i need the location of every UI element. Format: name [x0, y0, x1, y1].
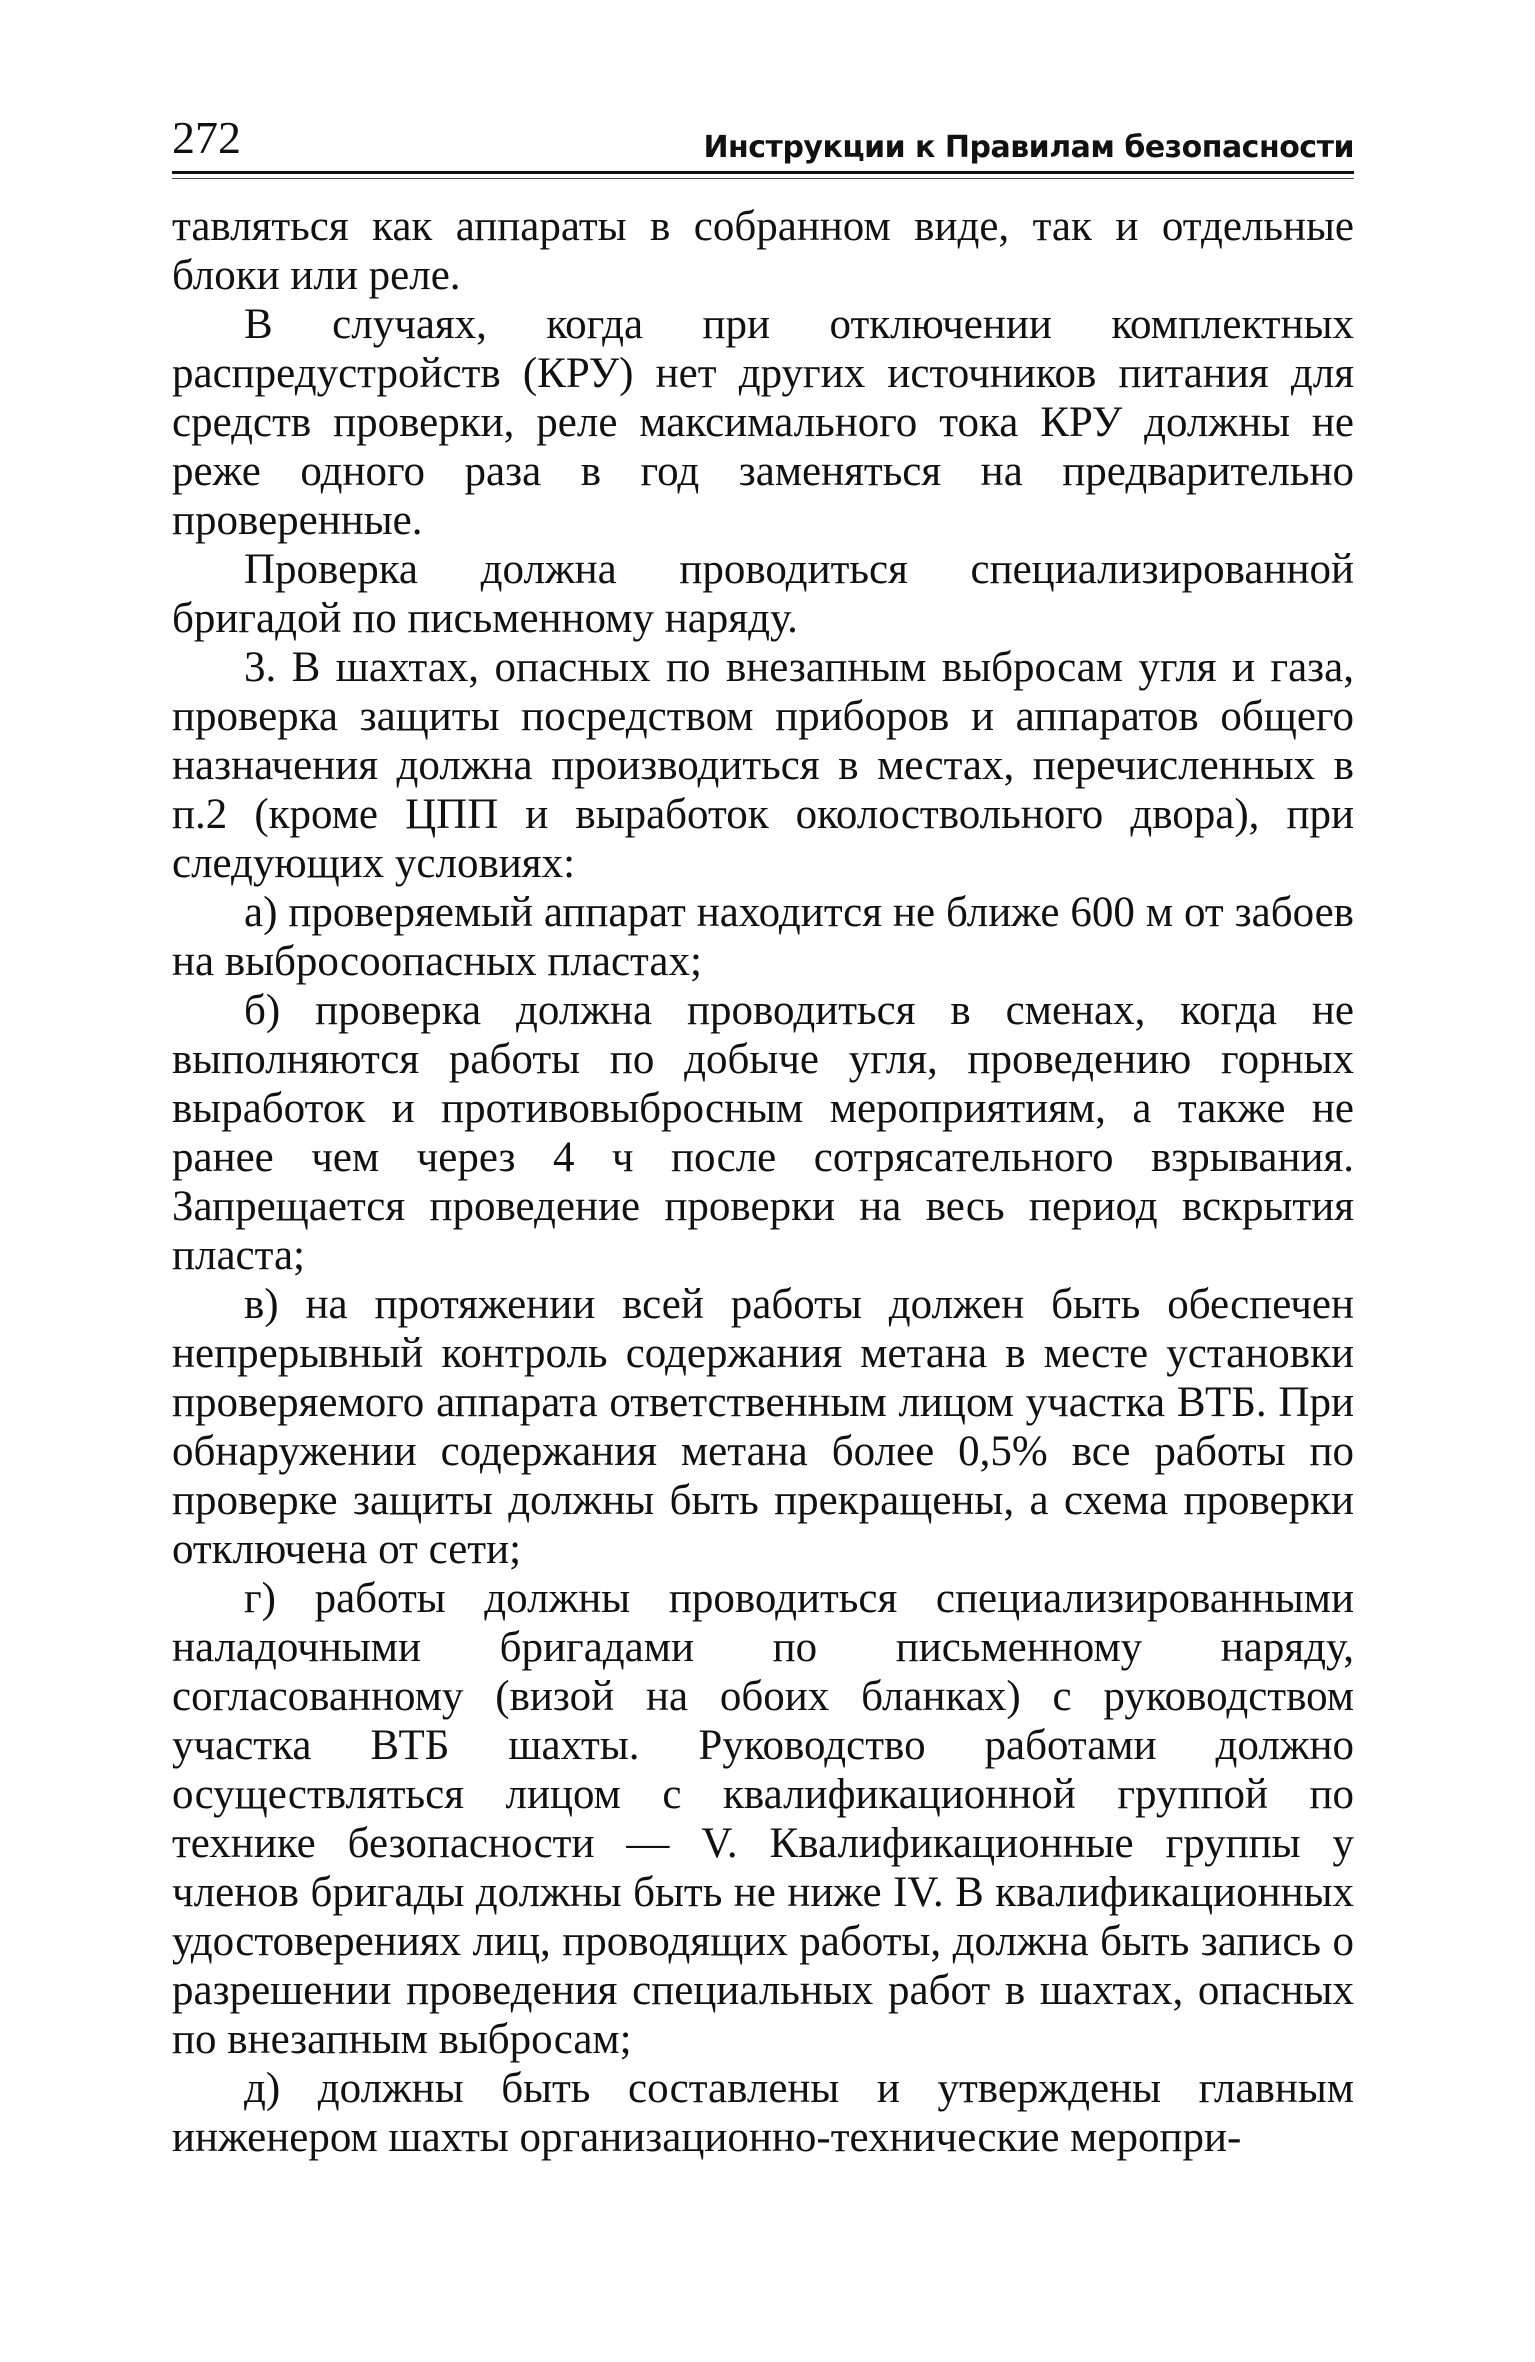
- paragraph-condition-d: д) должны быть составлены и утверждены главным инженером шахты организационно-технические меропри-: [172, 2065, 1354, 2161]
- page-header: [172, 108, 1354, 168]
- paragraph-condition-b: б) проверка должна проводиться в сменах, когда не выполняются работы по добыче угля, проведению горных выработок и противовыбросным мероприятиям, а также не ранее чем через 4 ч после сотрясательного взрывания. Запрещается проведение проверки на весь период вскрытия пласта;: [172, 987, 1354, 1279]
- header-rule-secondary: [172, 178, 1354, 179]
- paragraph-item-3: 3. В шахтах, опасных по внезапным выбросам угля и газа, проверка защиты посредством приборов и аппаратов общего назначения должна производиться в местах, перечисленных в п.2 (кроме ЦПП и выработок околоствольного двора), при следующих условиях:: [172, 644, 1354, 887]
- paragraph-continued: тавляться как аппараты в собранном виде, так и отдельные блоки или реле.: [172, 203, 1354, 299]
- paragraph-brigade: Проверка должна проводиться специализированной бригадой по письменному наряду.: [172, 546, 1354, 642]
- header-rule: [172, 171, 1354, 174]
- paragraph-condition-g: г) работы должны проводиться специализированными наладочными бригадами по письменному наряду, согласованному (визой на обоих бланках) с руководством участка ВТБ шахты. Руководство работами должно осуществляться лицом с квалификационной группой по технике безопасности — V. Квалификационные группы у членов бригады должны быть не ниже IV. В квалификационных удостоверениях лиц, проводящих работы, должна быть запись о разрешении проведения специальных работ в шахтах, опасных по внезапным выбросам;: [172, 1575, 1354, 2063]
- paragraph-condition-a: а) проверяемый аппарат находится не ближе 600 м от забоев на выбросоопасных пластах;: [172, 889, 1354, 985]
- paragraph-kru-relays: В случаях, когда при отключении комплектных распредустройств (КРУ) нет других источников питания для средств проверки, реле максимального тока КРУ должны не реже одного раза в год заменяться на предварительно проверенные.: [172, 301, 1354, 544]
- running-title: Инструкции к Правилам безопасности: [703, 130, 1354, 165]
- body-text: [172, 202, 1354, 2162]
- paragraph-condition-v: в) на протяжении всей работы должен быть обеспечен непрерывный контроль содержания метана в месте установки проверяемого аппарата ответственным лицом участка ВТБ. При обнаружении содержания метана более 0,5% все работы по проверке защиты должны быть прекращены, а схема проверки отключена от сети;: [172, 1281, 1354, 1573]
- page-number: 272: [172, 112, 241, 163]
